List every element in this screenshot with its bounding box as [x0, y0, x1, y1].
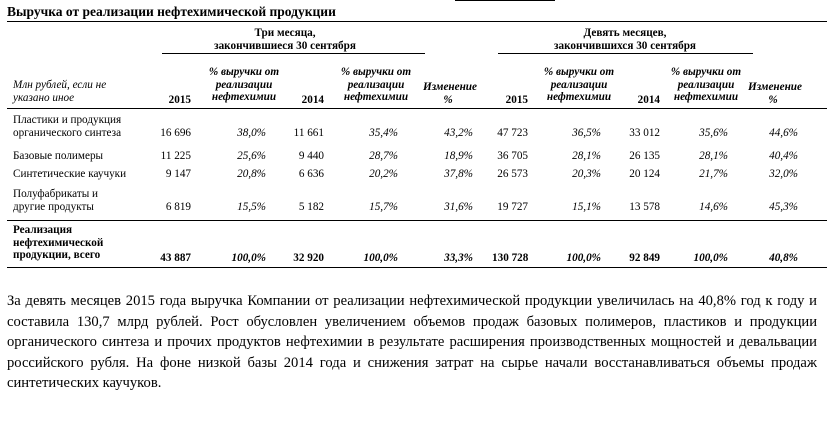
header-year-2015-q: 2015 [168, 94, 191, 106]
row-value-p3: 28,1% [572, 150, 601, 162]
row-value-v3: 26 573 [497, 168, 528, 180]
header-pct-q-2014: % выручки от реализации нефтехимии [340, 66, 412, 103]
table-bottom-rule [7, 267, 827, 268]
row-value-v2: 6 636 [298, 168, 324, 180]
row-value-c1: 31,6% [444, 201, 473, 213]
total-top-rule [7, 220, 827, 221]
total-value-p2: 100,0% [363, 252, 398, 264]
row-value-v3: 47 723 [497, 127, 528, 139]
body-paragraph: За девять месяцев 2015 года выручка Компании от реализации нефтехимической продукции увеличилась на 40,8% год к году и составила 130,7 млрд рублей. Рост обусловлен увеличением объемов продаж базовых полимеров, пластиков и продукции органического синтеза и прочих продуктов нефтехимии в результате расширения производственных мощностей и девальвации российского рубля. На фоне низкой базы 2014 года и снижения затрат на сырье начали восстанавливаться объемы продаж синтетических каучуков. [7, 293, 817, 392]
row-value-v2: 11 661 [293, 127, 324, 139]
total-value-p1: 100,0% [231, 252, 266, 264]
header-rule-three [162, 53, 425, 54]
row-value-p1: 38,0% [237, 127, 266, 139]
header-year-2014-q: 2014 [301, 94, 324, 106]
row-label: Базовые полимеры [13, 150, 104, 162]
total-value-c1: 33,3% [444, 252, 473, 264]
header-year-2015-9m: 2015 [505, 94, 528, 106]
total-value-p3: 100,0% [566, 252, 601, 264]
total-value-v1: 43 887 [160, 252, 191, 264]
row-value-v2: 9 440 [298, 150, 324, 162]
row-value-p2: 20,2% [369, 168, 398, 180]
row-value-v3: 36 705 [497, 150, 528, 162]
row-value-v1: 11 225 [160, 150, 191, 162]
row-value-v2: 5 182 [298, 201, 324, 213]
row-value-v3: 19 727 [497, 201, 528, 213]
total-value-v3: 130 728 [492, 252, 529, 264]
row-value-p2: 15,7% [369, 201, 398, 213]
row-value-v1: 16 696 [160, 127, 191, 139]
row-value-p4: 14,6% [699, 201, 728, 213]
header-rule-nine [498, 53, 753, 54]
row-value-p1: 15,5% [237, 201, 266, 213]
row-label: Пластики и продукция органического синтеза [13, 114, 122, 139]
top-rule [455, 0, 555, 1]
row-value-v1: 6 819 [165, 201, 191, 213]
row-value-v1: 9 147 [165, 168, 191, 180]
total-value-p4: 100,0% [693, 252, 728, 264]
row-value-p1: 20,8% [237, 168, 266, 180]
header-pct-9m-2015: % выручки от реализации нефтехимии [543, 66, 615, 103]
row-value-c2: 45,3% [769, 201, 798, 213]
row-value-v4: 20 124 [629, 168, 660, 180]
total-label: Реализация нефтехимической продукции, всего [13, 224, 104, 261]
header-period-three: Три месяца, закончившиеся 30 сентября [214, 27, 356, 52]
row-label: Синтетические каучуки [13, 168, 127, 180]
total-value-c2: 40,8% [769, 252, 798, 264]
header-pct-q-2015: % выручки от реализации нефтехимии [208, 66, 280, 103]
row-value-p4: 21,7% [699, 168, 728, 180]
header-period-nine: Девять месяцев, закончившихся 30 сентября [554, 27, 696, 52]
row-value-p4: 35,6% [699, 127, 728, 139]
header-change-9m: Изменение % [748, 81, 802, 106]
total-value-v2: 32 920 [293, 252, 324, 264]
row-value-p1: 25,6% [237, 150, 266, 162]
row-value-c2: 44,6% [769, 127, 798, 139]
row-value-p3: 36,5% [572, 127, 601, 139]
row-value-p2: 28,7% [369, 150, 398, 162]
row-value-p2: 35,4% [369, 127, 398, 139]
header-year-2014-9m: 2014 [637, 94, 660, 106]
row-value-c1: 37,8% [444, 168, 473, 180]
header-unit: Млн рублей, если не указано иное [13, 79, 107, 104]
row-value-v4: 13 578 [629, 201, 660, 213]
row-value-c1: 43,2% [444, 127, 473, 139]
row-value-v4: 26 135 [629, 150, 660, 162]
row-value-c1: 18,9% [444, 150, 473, 162]
header-pct-9m-2014: % выручки от реализации нефтехимии [670, 66, 742, 103]
table-title: Выручка от реализации нефтехимической продукции [7, 4, 827, 22]
total-value-v4: 92 849 [629, 252, 660, 264]
header-bottom-rule [7, 108, 827, 109]
row-value-c2: 32,0% [769, 168, 798, 180]
row-value-c2: 40,4% [769, 150, 798, 162]
row-label: Полуфабрикаты и другие продукты [13, 188, 99, 213]
row-value-p3: 15,1% [572, 201, 601, 213]
row-value-p3: 20,3% [572, 168, 601, 180]
row-value-p4: 28,1% [699, 150, 728, 162]
row-value-v4: 33 012 [629, 127, 660, 139]
header-change-q: Изменение % [423, 81, 477, 106]
